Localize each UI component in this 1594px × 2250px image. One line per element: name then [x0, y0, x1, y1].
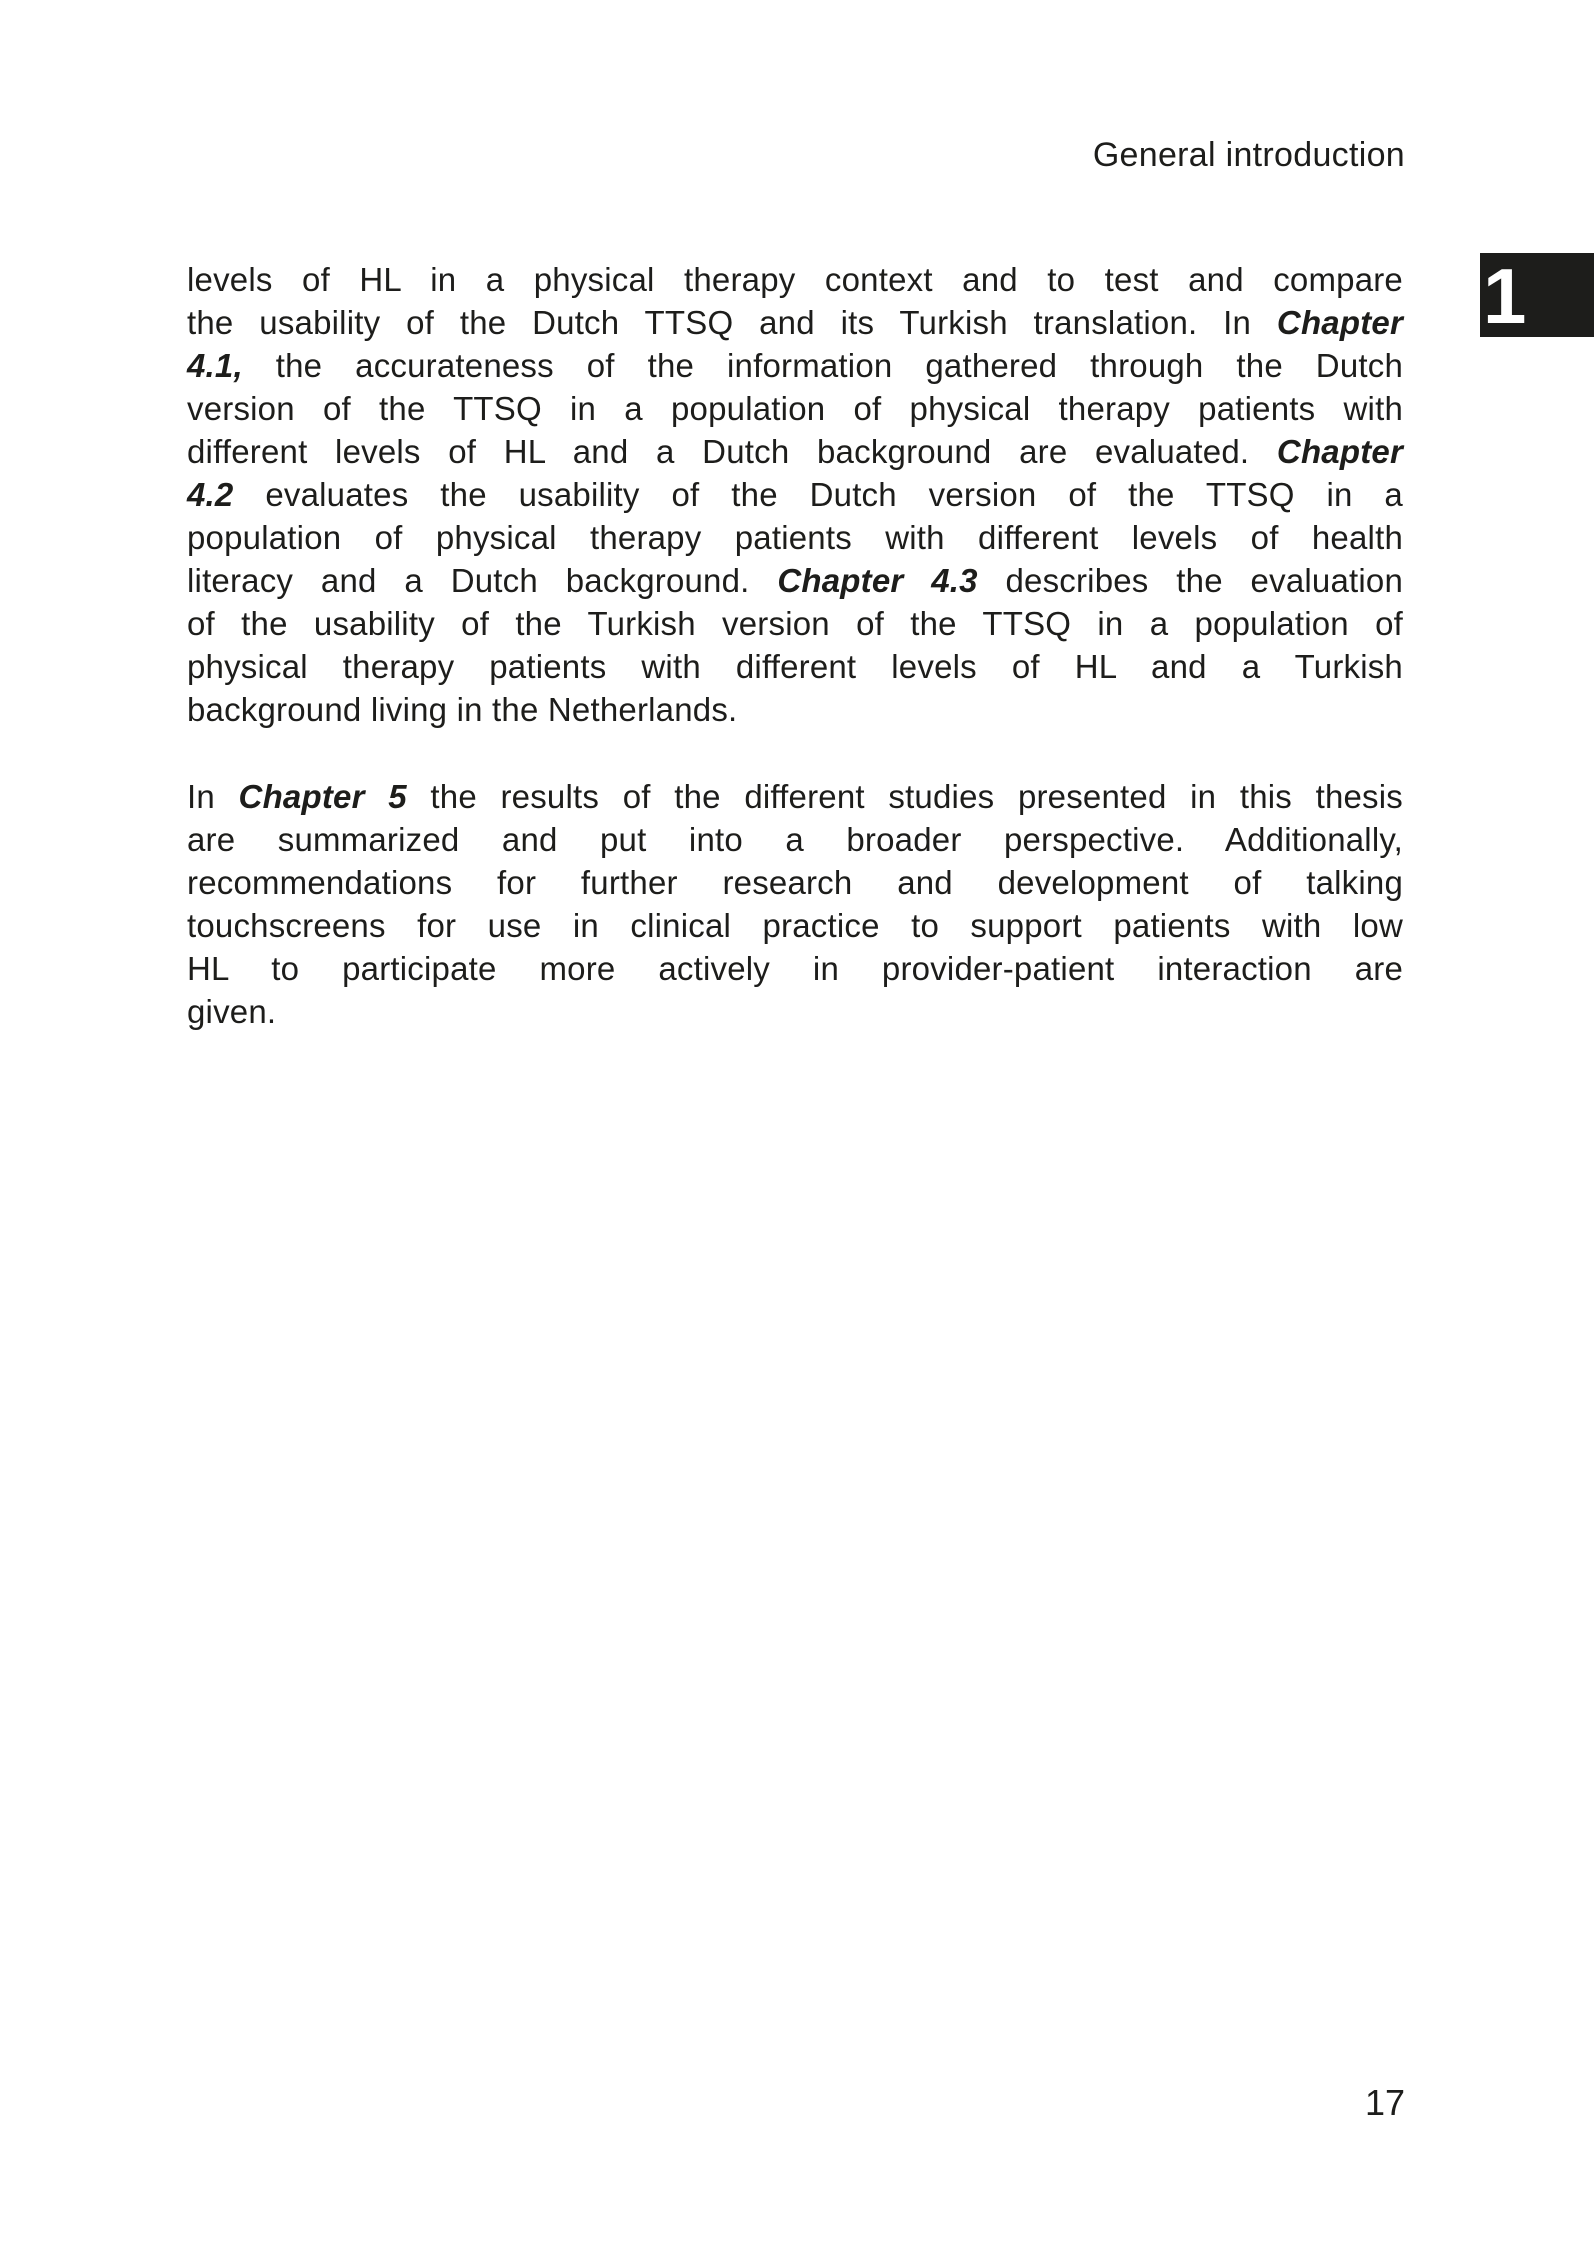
paragraph: [187, 775, 1403, 1033]
text-line: 4.1, the accurateness of the information gathered through the Dutch: [187, 347, 1403, 384]
body-text: [187, 258, 1403, 1033]
text-line: recommendations for further research and development of talking: [187, 864, 1403, 901]
text-line: physical therapy patients with different levels of HL and a Turkish: [187, 648, 1403, 685]
text-line: HL to participate more actively in provider-patient interaction are: [187, 950, 1403, 987]
text-line: touchscreens for use in clinical practice to support patients with low: [187, 907, 1403, 944]
text-line: of the usability of the Turkish version of the TTSQ in a population of: [187, 605, 1403, 642]
text-line: 4.2 evaluates the usability of the Dutch version of the TTSQ in a: [187, 476, 1403, 513]
text-line: different levels of HL and a Dutch background are evaluated. Chapter: [187, 433, 1403, 470]
text-line: levels of HL in a physical therapy context and to test and compare: [187, 261, 1403, 298]
text-line: literacy and a Dutch background. Chapter 4.3 describes the evaluation: [187, 562, 1404, 599]
text-line: given.: [187, 993, 277, 1030]
text-line: version of the TTSQ in a population of physical therapy patients with: [187, 390, 1403, 427]
chapter-tab: [1480, 252, 1594, 340]
text-line: In Chapter 5 the results of the different studies presented in this thesis: [187, 778, 1403, 815]
text-line: population of physical therapy patients with different levels of health: [187, 519, 1403, 556]
running-header: General introduction: [1092, 136, 1405, 174]
text-line: background living in the Netherlands.: [187, 691, 738, 728]
page-number: 17: [1364, 2082, 1405, 2123]
chapter-number: 1: [1483, 252, 1527, 340]
text-line: the usability of the Dutch TTSQ and its Turkish translation. In Chapter: [187, 304, 1403, 341]
paragraph: [187, 258, 1403, 731]
text-line: are summarized and put into a broader perspective. Additionally,: [187, 821, 1403, 858]
